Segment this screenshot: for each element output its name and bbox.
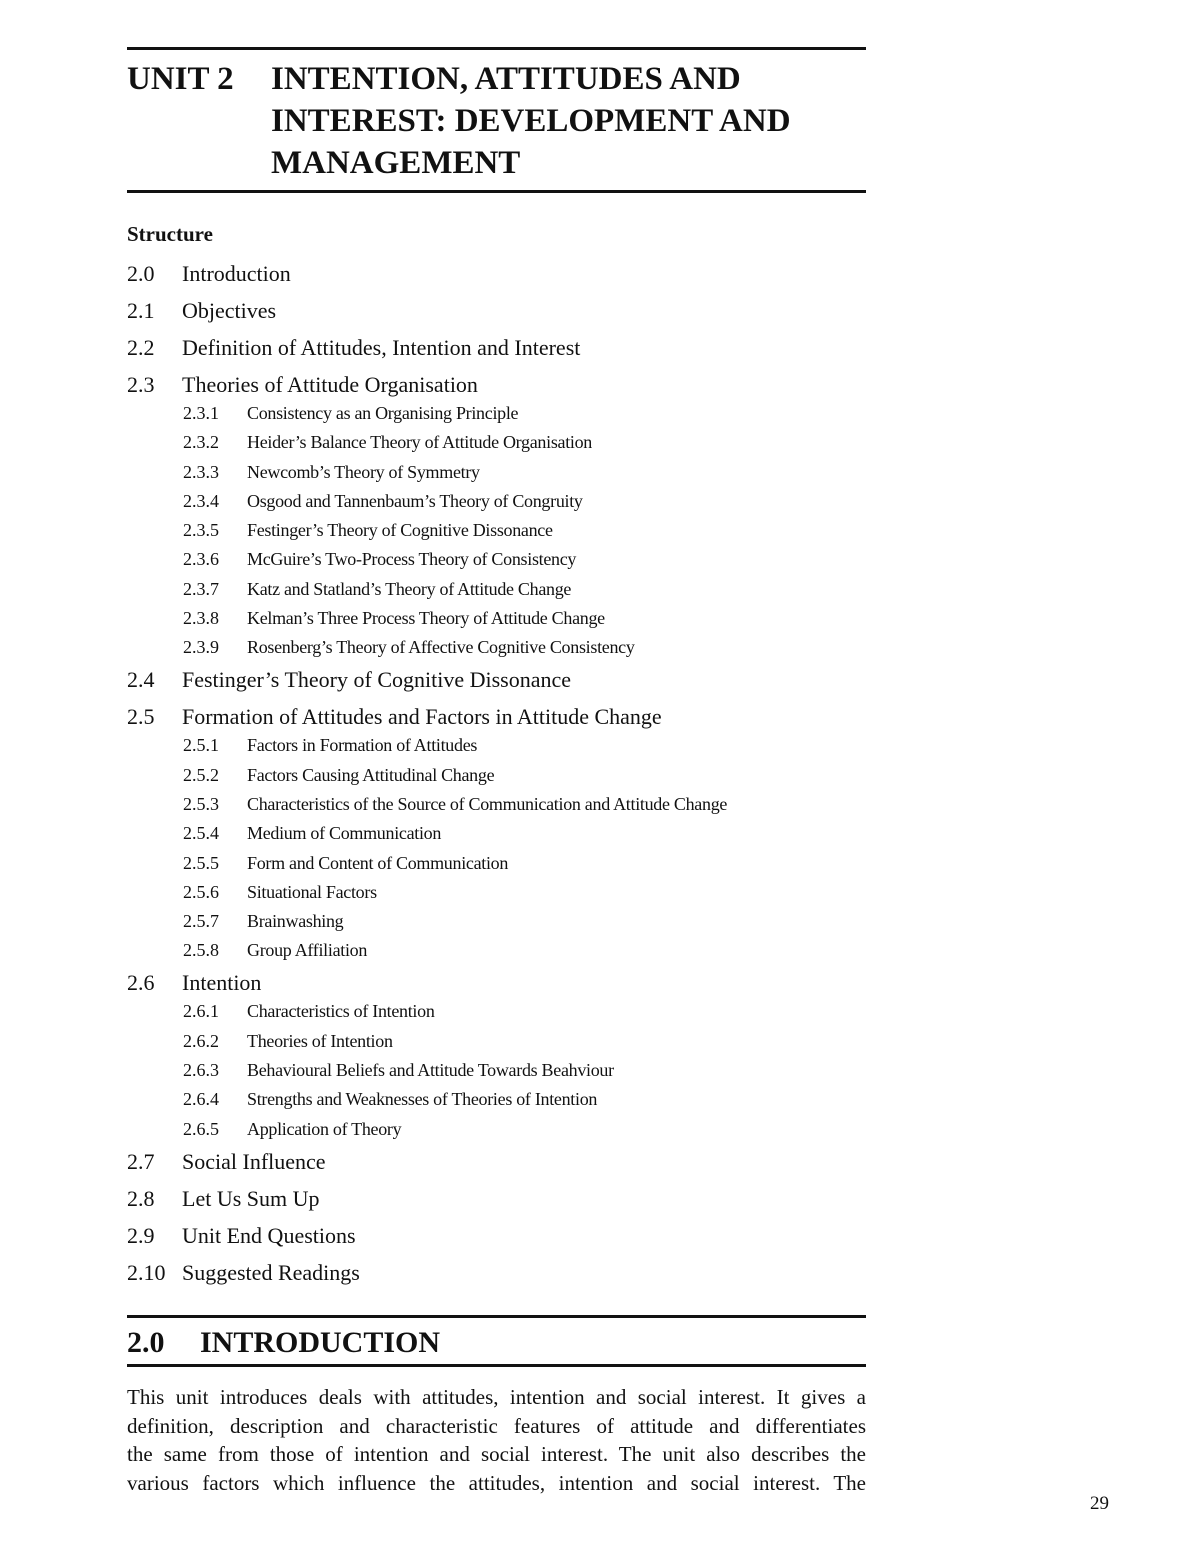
toc-subitem-number: 2.5.6: [183, 881, 219, 902]
toc-item-number: 2.5: [127, 704, 155, 730]
toc-item-title: Theories of Attitude Organisation: [182, 372, 478, 397]
toc-subitem-title: Form and Content of Communication: [247, 852, 509, 873]
intro-line: various factors which influence the attitudes, intention and social interest. The: [127, 1470, 866, 1495]
toc-subitem-number: 2.6.5: [183, 1118, 219, 1139]
toc-subitem-title: Medium of Communication: [247, 823, 442, 844]
toc-subitem: [127, 1087, 866, 1111]
toc-subitem-number: 2.6.4: [183, 1089, 219, 1110]
toc-subitem-number: 2.6.1: [183, 1001, 219, 1022]
toc-subitem-title: Characteristics of the Source of Communication and Attitude Change: [247, 793, 728, 814]
toc-item: [127, 969, 866, 997]
toc-subitem: [127, 518, 866, 542]
toc-item-title: Suggested Readings: [182, 1259, 360, 1285]
toc-item-title: Introduction: [182, 261, 291, 286]
toc-subitem: [127, 733, 866, 757]
toc-subitem-number: 2.5.5: [183, 852, 219, 873]
toc-item-number: 2.3: [127, 372, 155, 397]
toc-subitem-title: Consistency as an Organising Principle: [247, 403, 519, 423]
intro-line: This unit introduces deals with attitudes, intention and social interest. It gives a: [127, 1385, 866, 1409]
toc-subitem-number: 2.6.2: [183, 1030, 219, 1051]
toc-subitem: [127, 401, 866, 425]
toc-subitem-title: Characteristics of Intention: [247, 1001, 435, 1022]
toc-subitem-number: 2.3.3: [183, 461, 219, 482]
section-number: 2.0: [127, 1326, 165, 1359]
toc-item: [127, 371, 866, 399]
intro-line: the same from those of intention and social interest. The unit also describes the: [127, 1442, 866, 1466]
toc-subitem: [127, 489, 866, 513]
toc-subitem-title: Strengths and Weaknesses of Theories of Intention: [247, 1089, 598, 1110]
toc-subitem-title: Factors in Formation of Attitudes: [247, 735, 478, 756]
toc-item-number: 2.6: [127, 970, 155, 996]
toc-subitems: [127, 401, 866, 659]
toc-item-number: 2.1: [127, 298, 155, 323]
structure-list: [127, 220, 866, 1296]
toc-subitem-title: Kelman’s Three Process Theory of Attitude Change: [247, 608, 605, 629]
unit-heading: [127, 47, 866, 193]
toc-subitem-number: 2.5.1: [183, 735, 219, 756]
toc-subitem: [127, 880, 866, 904]
unit-title-line: MANAGEMENT: [271, 145, 521, 181]
toc-subitem-number: 2.5.8: [183, 940, 219, 961]
toc-subitem-title: Newcomb’s Theory of Symmetry: [247, 461, 480, 482]
toc-subitem-number: 2.5.3: [183, 793, 219, 814]
toc-subitem: [127, 1058, 866, 1082]
toc-subitems: [127, 999, 866, 1140]
toc-subitem-number: 2.5.7: [183, 911, 219, 932]
toc-item: [127, 1185, 866, 1213]
toc-item: [127, 666, 866, 694]
toc-subitem-title: Factors Causing Attitudinal Change: [247, 764, 495, 785]
toc-item: [127, 703, 866, 731]
toc-subitem-number: 2.3.7: [183, 578, 219, 599]
toc-subitem-number: 2.3.9: [183, 637, 219, 658]
toc-subitem-title: Festinger’s Theory of Cognitive Dissonance: [247, 520, 553, 541]
toc-subitem: [127, 999, 866, 1023]
toc-subitem-number: 2.5.4: [183, 823, 219, 844]
toc-subitem: [127, 851, 866, 875]
toc-subitem: [127, 1029, 866, 1053]
section-title: INTRODUCTION: [200, 1326, 441, 1359]
toc-item: [127, 260, 866, 288]
toc-subitem-title: Behavioural Beliefs and Attitude Towards Beahviour: [247, 1060, 614, 1081]
toc-item: [127, 334, 866, 362]
toc-subitem-title: Osgood and Tannenbaum’s Theory of Congruity: [247, 490, 583, 511]
toc-item-number: 2.7: [127, 1148, 155, 1174]
toc-subitem: [127, 821, 866, 845]
page-number: 29: [1090, 1493, 1109, 1514]
toc-subitems: [127, 733, 866, 962]
toc-subitem: [127, 460, 866, 484]
toc-subitem: [127, 577, 866, 601]
toc-item-title: Let Us Sum Up: [182, 1185, 320, 1211]
toc-subitem-title: McGuire’s Two-Process Theory of Consistency: [247, 549, 577, 570]
toc-subitem: [127, 909, 866, 933]
toc-subitem-title: Group Affiliation: [247, 940, 368, 961]
toc-item-title: Objectives: [182, 298, 277, 323]
toc-item-number: 2.4: [127, 667, 155, 693]
toc-subitem-title: Situational Factors: [247, 881, 377, 902]
toc-subitem: [127, 1117, 866, 1141]
toc-subitem-title: Rosenberg’s Theory of Affective Cognitive Consistency: [247, 637, 635, 658]
toc-subitem-number: 2.3.5: [183, 520, 219, 541]
toc-subitem-number: 2.5.2: [183, 764, 219, 785]
toc-item-number: 2.9: [127, 1222, 155, 1248]
toc-item-number: 2.2: [127, 335, 155, 360]
toc-item-title: Intention: [182, 970, 262, 996]
toc-subitem: [127, 606, 866, 630]
toc-subitem-number: 2.6.3: [183, 1060, 219, 1081]
toc-item-title: Definition of Attitudes, Intention and Interest: [182, 335, 581, 360]
unit-title: [271, 58, 791, 184]
toc-subitem-number: 2.3.8: [183, 608, 219, 629]
toc-subitem: [127, 938, 866, 962]
unit-title-line: INTENTION, ATTITUDES AND: [271, 61, 741, 97]
toc-item-number: 2.0: [127, 261, 155, 286]
toc-subitem-number: 2.3.6: [183, 549, 219, 570]
toc-item-title: Festinger’s Theory of Cognitive Dissonance: [182, 667, 572, 693]
toc-item-number: 2.10: [127, 1259, 166, 1285]
toc-item-number: 2.8: [127, 1185, 155, 1211]
toc-item: [127, 297, 866, 325]
toc-item: [127, 1259, 866, 1287]
toc-subitem-number: 2.3.1: [183, 403, 219, 423]
structure-label: Structure: [127, 222, 213, 246]
toc: [127, 260, 866, 1287]
toc-subitem-number: 2.3.2: [183, 432, 219, 453]
toc-item-title: Unit End Questions: [182, 1222, 356, 1248]
toc-subitem-title: Brainwashing: [247, 911, 344, 932]
toc-subitem: [127, 792, 866, 816]
toc-subitem: [127, 430, 866, 454]
toc-subitem: [127, 763, 866, 787]
toc-subitem: [127, 635, 866, 659]
toc-item-title: Social Influence: [182, 1148, 326, 1174]
unit-number: UNIT 2: [127, 61, 234, 97]
toc-subitem-title: Heider’s Balance Theory of Attitude Organisation: [247, 432, 593, 453]
toc-subitem-title: Katz and Statland’s Theory of Attitude Change: [247, 578, 572, 599]
toc-subitem: [127, 547, 866, 571]
toc-item: [127, 1222, 866, 1250]
toc-subitem-title: Theories of Intention: [247, 1030, 393, 1051]
toc-item-title: Formation of Attitudes and Factors in Attitude Change: [182, 704, 662, 730]
unit-title-line: INTEREST: DEVELOPMENT AND: [271, 103, 791, 139]
intro-paragraph: [127, 1383, 866, 1497]
intro-line: definition, description and characteristic features of attitude and differentiates: [127, 1413, 866, 1438]
toc-item: [127, 1148, 866, 1176]
toc-subitem-title: Application of Theory: [247, 1118, 402, 1139]
toc-subitem-number: 2.3.4: [183, 490, 219, 511]
section-heading: [127, 1315, 866, 1367]
